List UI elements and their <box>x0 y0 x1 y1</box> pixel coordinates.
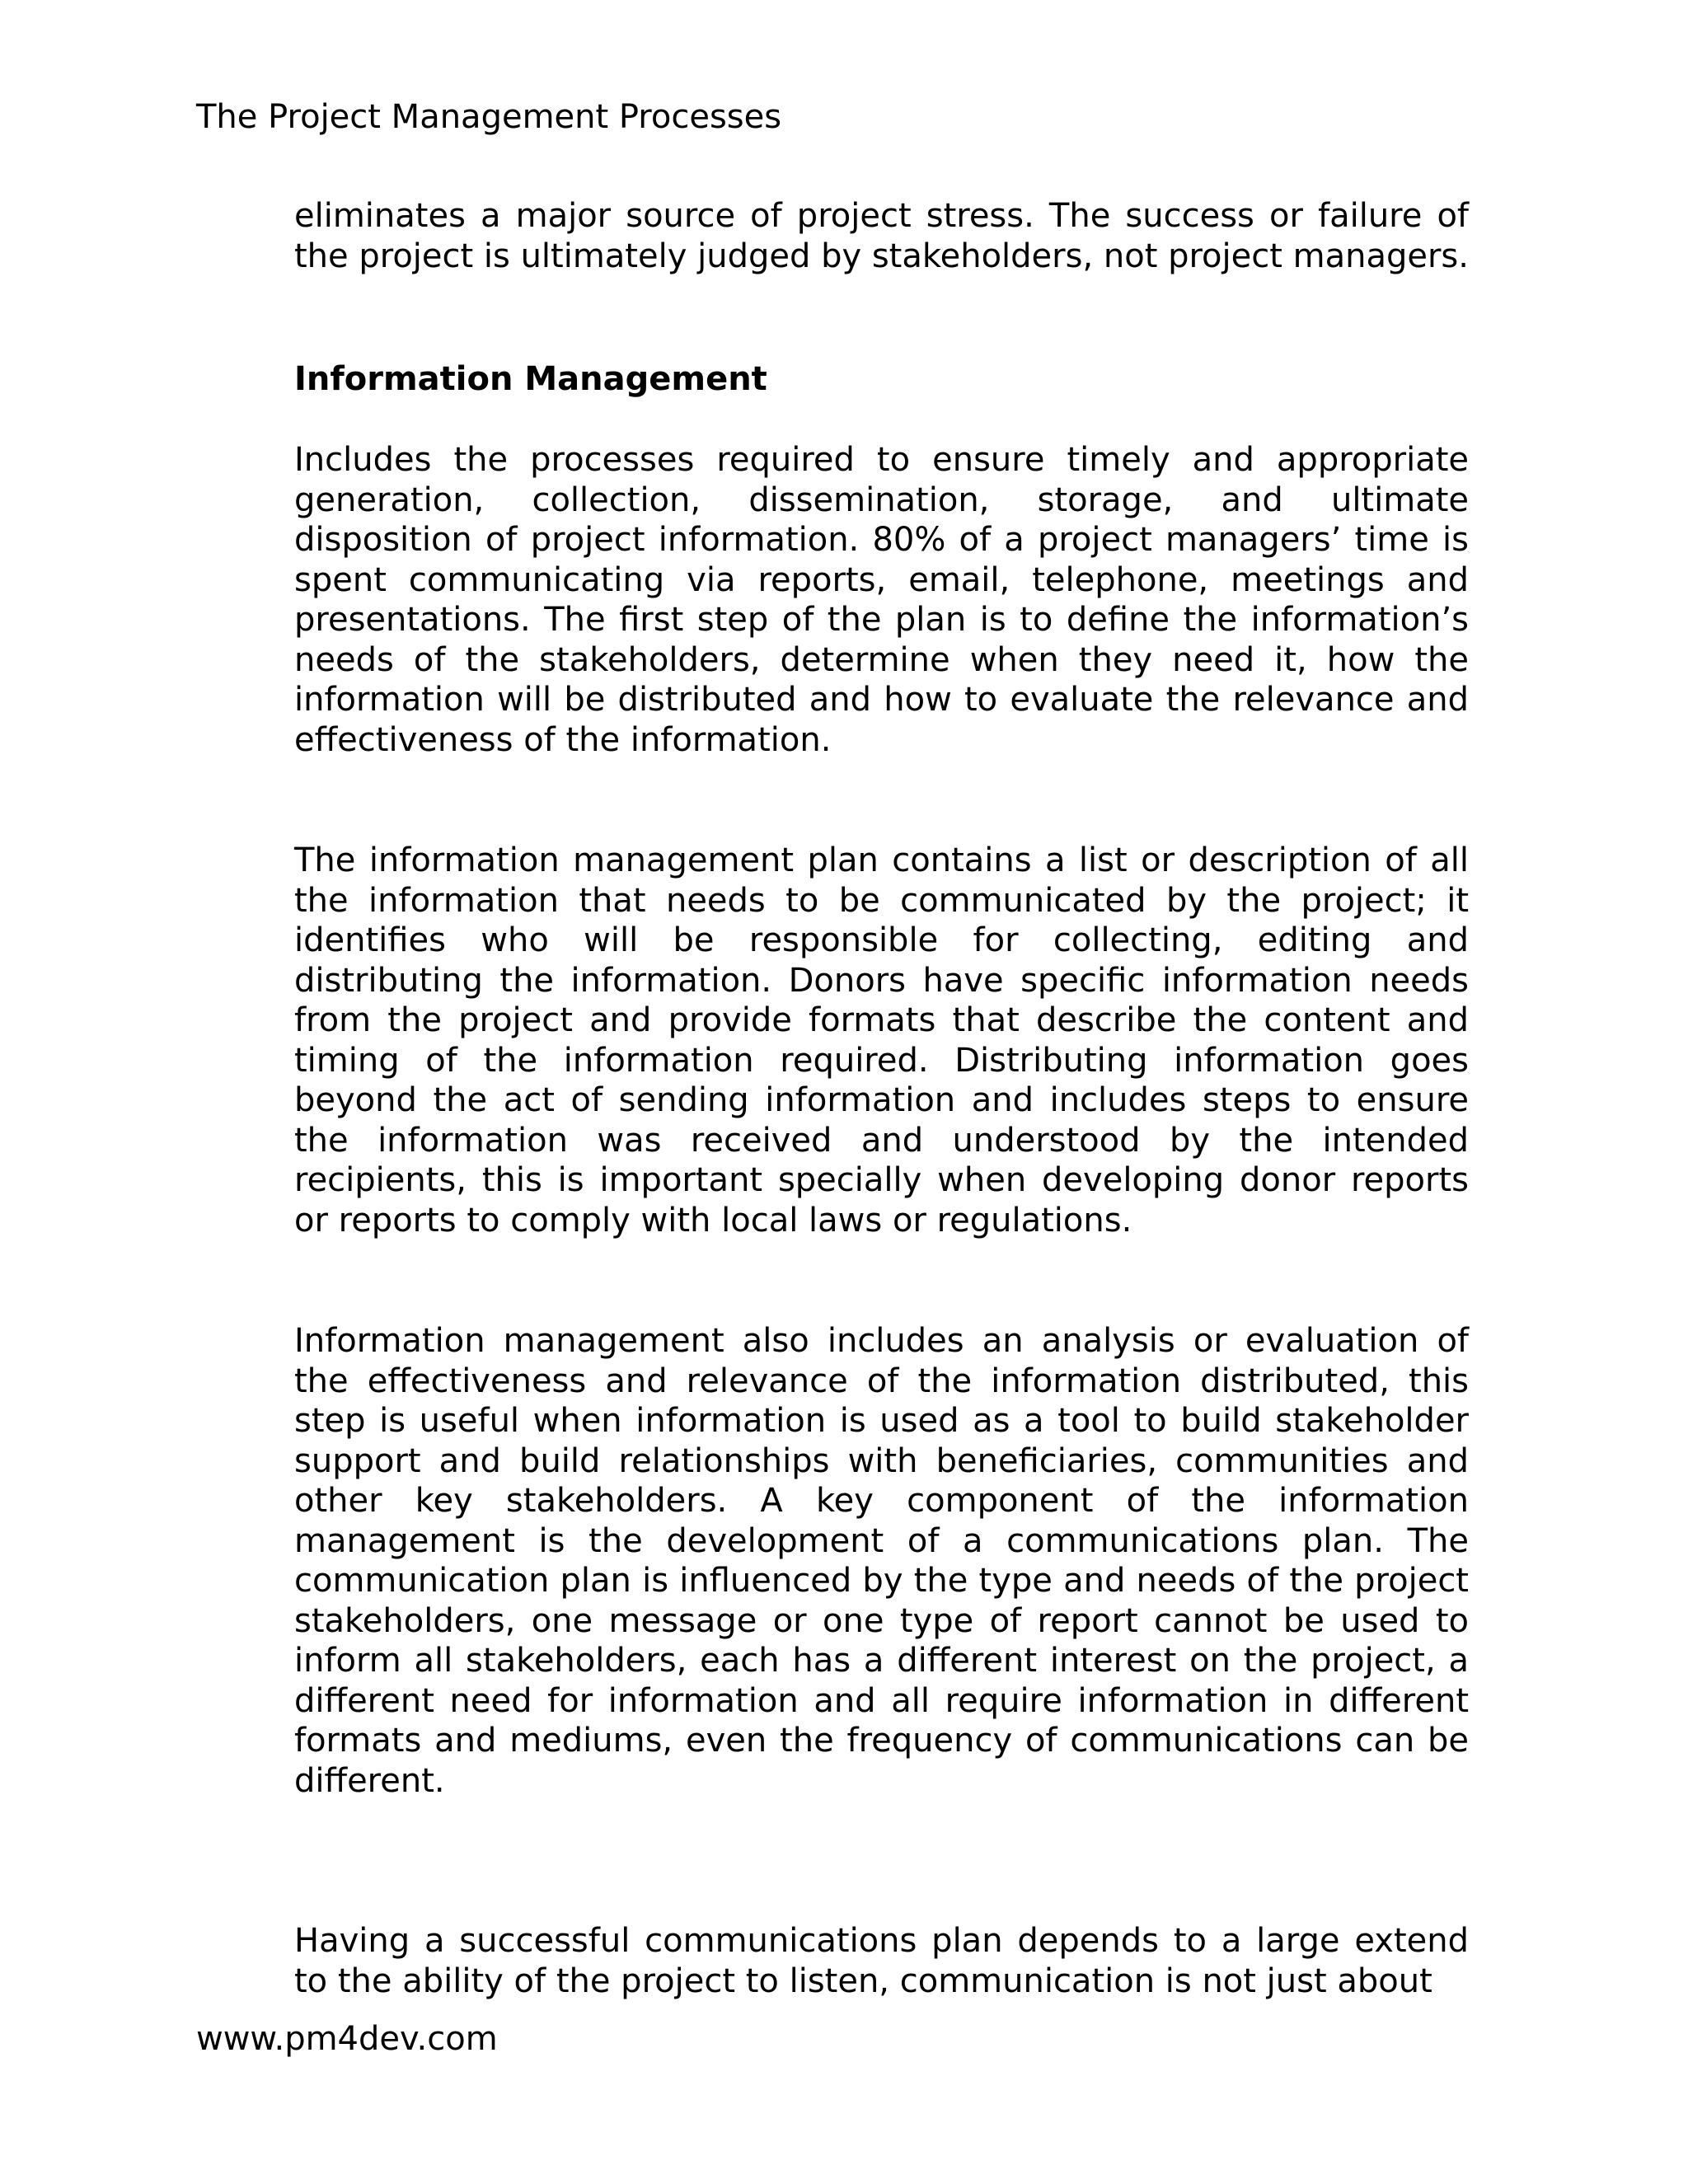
body-paragraph-1: Includes the processes required to ensure timely and appropriate generation, collection, dissemination, storage, and ultimate disposition of project information. 80% of a project managers’ time is spent communicating via reports, email, telephone, meetings and presentations. The first step of the plan is to define the information’s needs of the stakeholders, determine when they need it, how the information will be distributed and how to evaluate the relevance and effectiveness of the information. <box>294 441 1469 759</box>
section-heading: Information Management <box>294 360 767 398</box>
body-paragraph-continued: eliminates a major source of project stress. The success or failure of the project is ultimately judged by stakeholders, not project managers. <box>294 197 1469 275</box>
body-paragraph-2: The information management plan contains a list or description of all the information that needs to be communicated by the project; it identifies who will be responsible for collecting, editing and distributing the information. Donors have specific information needs from the project and provide formats that describe the content and timing of the information required. Distributing information goes beyond the act of sending information and includes steps to ensure the information was received and understood by the intended recipients, this is important specially when developing donor reports or reports to comply with local laws or regulations. <box>294 841 1469 1240</box>
running-header: The Project Management Processes <box>196 98 782 136</box>
footer-url: www.pm4dev.com <box>196 2020 498 2058</box>
page-body <box>294 196 1469 2001</box>
body-paragraph-3: Information management also includes an analysis or evaluation of the effectiveness and relevance of the information distributed, this step is useful when information is used as a tool to build stakeholder support and build relationships with beneficiaries, communities and other key stakeholders. A key component of the information management is the development of a communications plan. The communication plan is influenced by the type and needs of the project stakeholders, one message or one type of report cannot be used to inform all stakeholders, each has a different interest on the project, a different need for information and all require information in different formats and mediums, even the frequency of communications can be different. <box>294 1322 1469 1800</box>
body-paragraph-4: Having a successful communications plan depends to a large extend to the ability of the project to listen, communication is not just about <box>294 1922 1469 2000</box>
